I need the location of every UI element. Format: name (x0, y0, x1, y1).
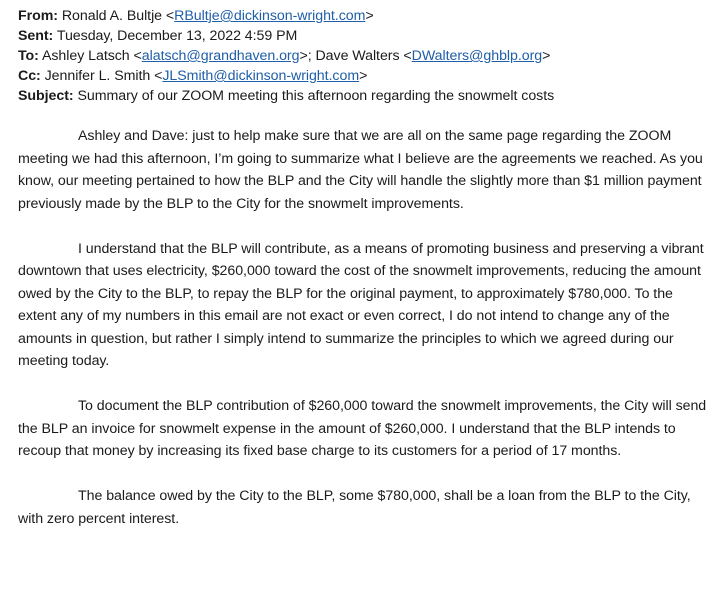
from-line: From: Ronald A. Bultje <RBultje@dickinson-wright.com> (18, 8, 374, 24)
cc-label: Cc: (18, 68, 41, 84)
to-recipient-name: Ashley Latsch (41, 48, 130, 64)
subject-line (18, 86, 712, 106)
to-recipient-name: Dave Walters (315, 48, 400, 64)
email-document (18, 6, 712, 530)
to-line: To: Ashley Latsch <alatsch@grandhaven.org>; Dave Walters <DWalters@ghblp.org> (18, 48, 551, 64)
sent-line (18, 26, 712, 46)
to-recipient-email-link[interactable]: alatsch@grandhaven.org (141, 48, 300, 64)
to-label: To: (18, 48, 39, 64)
cc-name: Jennifer L. Smith (44, 68, 151, 84)
to-recipient-email-link[interactable]: DWalters@ghblp.org (411, 48, 543, 64)
from-name: Ronald A. Bultje (61, 8, 163, 24)
subject-label: Subject: (18, 88, 74, 104)
body-paragraph: To document the BLP contribution of $260,000 toward the snowmelt improvements, the City will send the BLP an invoice for snowmelt expense in the amount of $260,000. I understand that the BLP intends to recoup that money by increasing its fixed base charge to its customers for a period of 17 months. (18, 398, 707, 459)
sent-label: Sent: (18, 28, 54, 44)
email-header (18, 6, 712, 106)
body-paragraph: The balance owed by the City to the BLP, some $780,000, shall be a loan from the BLP to the City, with zero percent interest. (18, 488, 691, 527)
email-body (18, 125, 712, 530)
subject-text: Summary of our ZOOM meeting this afternoon regarding the snowmelt costs (77, 88, 555, 104)
sent-date: Tuesday, December 13, 2022 4:59 PM (56, 28, 298, 44)
body-paragraph: I understand that the BLP will contribute, as a means of promoting business and preserving a vibrant downtown that uses electricity, $260,000 toward the cost of the snowmelt improvements, reducing the amount owed by the City to the BLP, to repay the BLP for the original payment, to approximately $780,000. To the extent any of my numbers in this email are not exact or even correct, I do not intend to change any of the amounts in question, but rather I simply intend to summarize the principles to which we agreed during our meeting today. (18, 240, 704, 369)
cc-line: Cc: Jennifer L. Smith <JLSmith@dickinson-wright.com> (18, 68, 368, 84)
from-label: From: (18, 8, 58, 24)
body-paragraph: Ashley and Dave: just to help make sure that we are all on the same page regarding the ZOOM meeting we had this afternoon, I’m going to summarize what I believe are the agreements we reached. As you know, our meeting pertained to how the BLP and the City will handle the slightly more than $1 million payment previously made by the BLP to the City for the snowmelt improvements. (18, 128, 703, 212)
from-email-link[interactable]: RBultje@dickinson-wright.com (174, 8, 366, 24)
cc-email-link[interactable]: JLSmith@dickinson-wright.com (162, 68, 360, 84)
